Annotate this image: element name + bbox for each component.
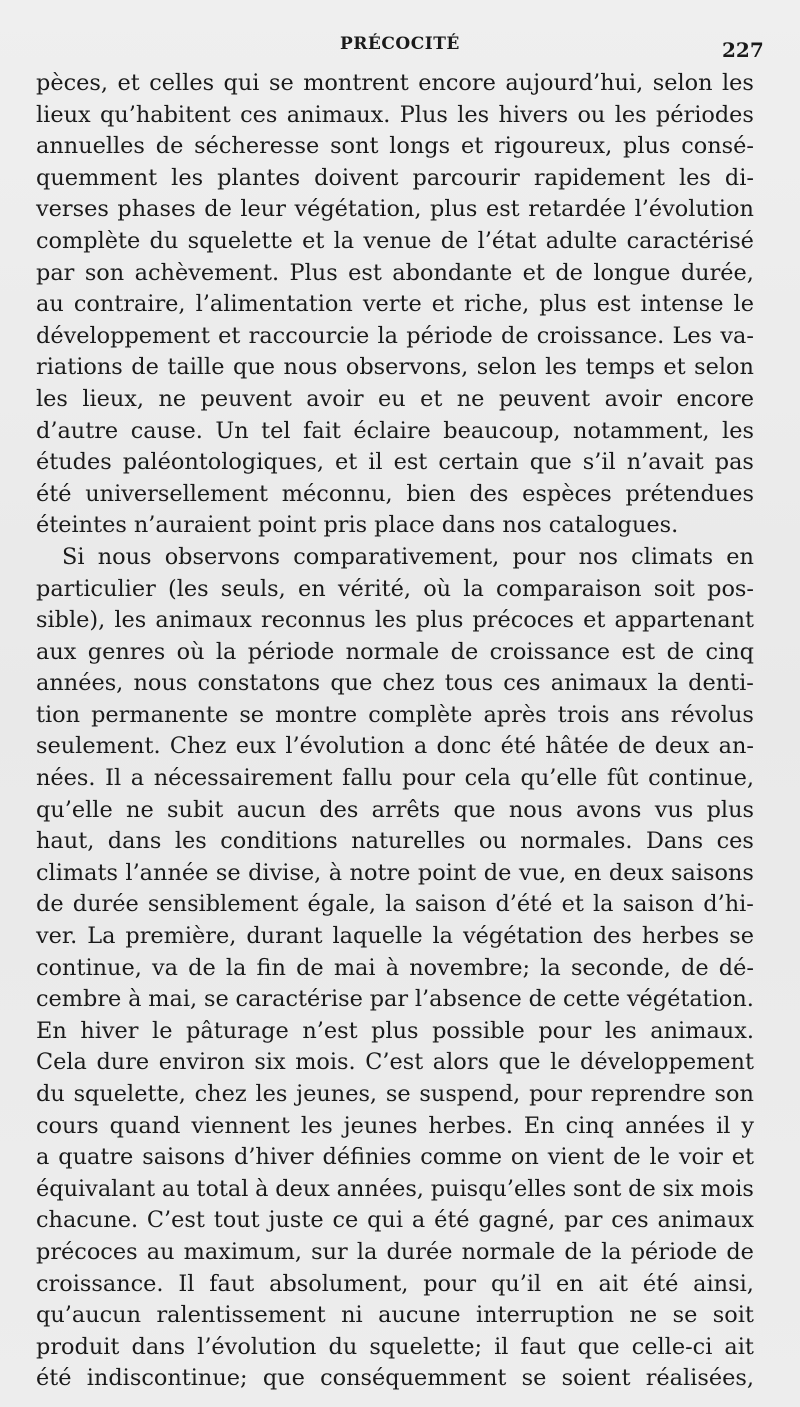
page-number: 227 xyxy=(722,38,764,62)
text-line: les lieux, ne peuvent avoir eu et ne peuvent avoir encore xyxy=(36,385,754,412)
text-line: équivalant au total à deux années, puisqu’elles sont de six mois xyxy=(36,1175,754,1202)
text-line: climats l’année se divise, à notre point de vue, en deux saisons xyxy=(36,859,754,886)
text-line: tion permanente se montre complète après trois ans révolus xyxy=(36,701,754,728)
text-line: été universellement méconnu, bien des espèces prétendues xyxy=(36,480,754,507)
text-line: croissance. Il faut absolument, pour qu’il en ait été ainsi, xyxy=(36,1270,754,1297)
text-line: d’autre cause. Un tel fait éclaire beaucoup, notamment, les xyxy=(36,417,754,444)
text-line: haut, dans les conditions naturelles ou normales. Dans ces xyxy=(36,828,754,855)
text-line: de durée sensiblement égale, la saison d’été et la saison d’hi- xyxy=(36,891,754,918)
text-line: lieux qu’habitent ces animaux. Plus les hivers ou les périodes xyxy=(36,101,754,128)
text-line: Cela dure environ six mois. C’est alors que le développement xyxy=(36,1049,754,1076)
text-line: nées. Il a nécessairement fallu pour cela qu’elle fût continue, xyxy=(36,765,754,792)
text-line: particulier (les seuls, en vérité, où la comparaison soit pos- xyxy=(36,575,754,602)
text-line: Si nous observons comparativement, pour nos climats en xyxy=(62,543,754,570)
text-line: qu’aucun ralentissement ni aucune interruption ne se soit xyxy=(36,1302,754,1329)
running-head-title: PRÉCOCITÉ xyxy=(340,34,460,54)
text-line: qu’elle ne subit aucun des arrêts que nous avons vus plus xyxy=(36,796,754,823)
text-line: ver. La première, durant laquelle la végétation des herbes se xyxy=(36,923,754,950)
text-line: études paléontologiques, et il est certain que s’il n’avait pas xyxy=(36,449,754,476)
text-line: années, nous constatons que chez tous ces animaux la denti- xyxy=(36,670,754,697)
text-line: chacune. C’est tout juste ce qui a été gagné, par ces animaux xyxy=(36,1207,754,1234)
text-line: cembre à mai, se caractérise par l’absence de cette végétation. xyxy=(36,986,754,1013)
text-line: produit dans l’évolution du squelette; il faut que celle-ci ait xyxy=(36,1333,754,1360)
text-line: développement et raccourcie la période de croissance. Les va- xyxy=(36,322,754,349)
text-line: verses phases de leur végétation, plus est retardée l’évolution xyxy=(36,196,754,223)
text-line: En hiver le pâturage n’est plus possible pour les animaux. xyxy=(36,1017,754,1044)
text-line: par son achèvement. Plus est abondante et de longue durée, xyxy=(36,259,754,286)
body-text xyxy=(36,68,754,1395)
text-line: aux genres où la période normale de croissance est de cinq xyxy=(36,638,754,665)
text-line: précoces au maximum, sur la durée normale de la période de xyxy=(36,1238,754,1265)
text-line: riations de taille que nous observons, selon les temps et selon xyxy=(36,354,754,381)
text-line: été indiscontinue; que conséquemment se soient réalisées, xyxy=(36,1365,754,1392)
text-line: seulement. Chez eux l’évolution a donc été hâtée de deux an- xyxy=(36,733,754,760)
text-line: cours quand viennent les jeunes herbes. En cinq années il y xyxy=(36,1112,754,1139)
text-line: continue, va de la fin de mai à novembre; la seconde, de dé- xyxy=(36,954,754,981)
text-line: a quatre saisons d’hiver définies comme on vient de le voir et xyxy=(36,1144,754,1171)
paragraph xyxy=(36,542,754,1395)
paragraph xyxy=(36,68,754,542)
text-line: du squelette, chez les jeunes, se suspend, pour reprendre son xyxy=(36,1081,754,1107)
text-line: sible), les animaux reconnus les plus précoces et appartenant xyxy=(36,607,754,634)
text-line: annuelles de sécheresse sont longs et rigoureux, plus consé- xyxy=(36,133,754,160)
running-head xyxy=(0,34,800,62)
text-line: complète du squelette et la venue de l’état adulte caractérisé xyxy=(36,227,754,254)
text-line: pèces, et celles qui se montrent encore aujourd’hui, selon les xyxy=(36,70,754,96)
text-line: quemment les plantes doivent parcourir rapidement les di- xyxy=(36,164,754,191)
text-line: éteintes n’auraient point pris place dans nos catalogues. xyxy=(36,512,679,539)
text-line: au contraire, l’alimentation verte et riche, plus est intense le xyxy=(36,291,754,318)
